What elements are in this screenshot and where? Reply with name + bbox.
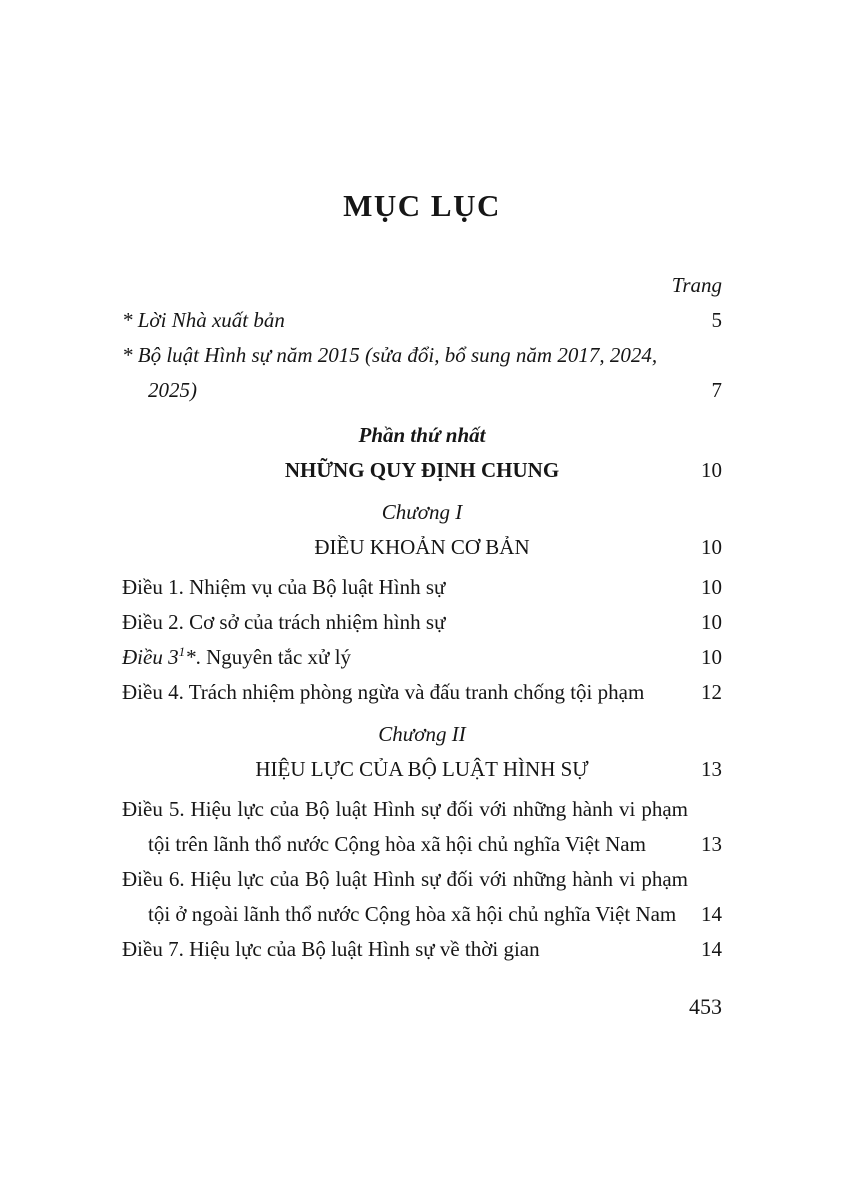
entry-page-number: 13	[701, 757, 722, 781]
footer-page-number: 453	[689, 994, 722, 1019]
entry-page-number: 7	[711, 378, 722, 402]
toc-entry-front-matter	[122, 338, 722, 408]
entry-page-number: 5	[711, 308, 722, 332]
entry-page-number: 13	[701, 832, 722, 856]
toc-entry-article-amended	[122, 640, 722, 675]
entry-text: Điều 7. Hiệu lực của Bộ luật Hình sự về thời gian	[122, 937, 540, 961]
toc-chapter-heading	[122, 495, 722, 565]
entry-page-number: 10	[701, 645, 722, 669]
part-label: Phần thứ nhất	[358, 423, 486, 447]
toc-entry-article	[122, 605, 722, 640]
page-title: MỤC LỤC	[343, 188, 501, 223]
entry-page-number: 12	[701, 680, 722, 704]
chapter-title: ĐIỀU KHOẢN CƠ BẢN	[314, 535, 530, 559]
part-title: NHỮNG QUY ĐỊNH CHUNG	[284, 458, 560, 482]
entry-text	[122, 640, 688, 675]
toc-entry-article	[122, 792, 722, 862]
chapter-title: HIỆU LỰC CỦA BỘ LUẬT HÌNH SỰ	[255, 757, 589, 781]
toc-entry-article	[122, 570, 722, 605]
amendment-superscript: 1	[178, 644, 186, 659]
toc-entry-front-matter	[122, 303, 722, 338]
chapter-label: Chương I	[381, 500, 463, 524]
toc-entry-article	[122, 932, 722, 967]
toc-entry-article	[122, 862, 722, 932]
toc-chapter-heading	[122, 717, 722, 787]
entry-page-number: 10	[701, 575, 722, 599]
column-header-trang	[122, 268, 722, 303]
entry-text: Điều 4. Trách nhiệm phòng ngừa và đấu tranh chống tội phạm	[122, 680, 645, 704]
entry-rest: . Nguyên tắc xử lý	[195, 645, 352, 669]
toc-content	[122, 188, 722, 1024]
entry-page-number: 10	[701, 610, 722, 634]
entry-text: * Lời Nhà xuất bản	[122, 308, 285, 332]
toc-part-heading	[122, 418, 722, 488]
entry-lead: Điều 3	[122, 645, 179, 669]
chapter-label: Chương II	[378, 722, 466, 746]
entry-text: Điều 1. Nhiệm vụ của Bộ luật Hình sự	[122, 575, 446, 599]
entry-text: Điều 5. Hiệu lực của Bộ luật Hình sự đối với những hành vi phạm tội trên lãnh thổ nước Cộng hòa xã hội chủ nghĩa Việt Nam	[122, 797, 688, 856]
column-header-label: Trang	[671, 273, 722, 297]
amendment-star: *	[185, 645, 196, 669]
entry-text: Điều 2. Cơ sở của trách nhiệm hình sự	[122, 610, 446, 634]
entry-page-number: 14	[701, 902, 722, 926]
entry-text: Điều 6. Hiệu lực của Bộ luật Hình sự đối với những hành vi phạm tội ở ngoài lãnh thổ nước Cộng hòa xã hội chủ nghĩa Việt Nam	[122, 867, 688, 926]
entry-page-number: 14	[701, 937, 722, 961]
toc-entry-article	[122, 675, 722, 710]
entry-text: * Bộ luật Hình sự năm 2015 (sửa đổi, bổ sung năm 2017, 2024, 2025)	[122, 343, 658, 402]
entry-page-number: 10	[701, 458, 722, 482]
entry-page-number: 10	[701, 535, 722, 559]
